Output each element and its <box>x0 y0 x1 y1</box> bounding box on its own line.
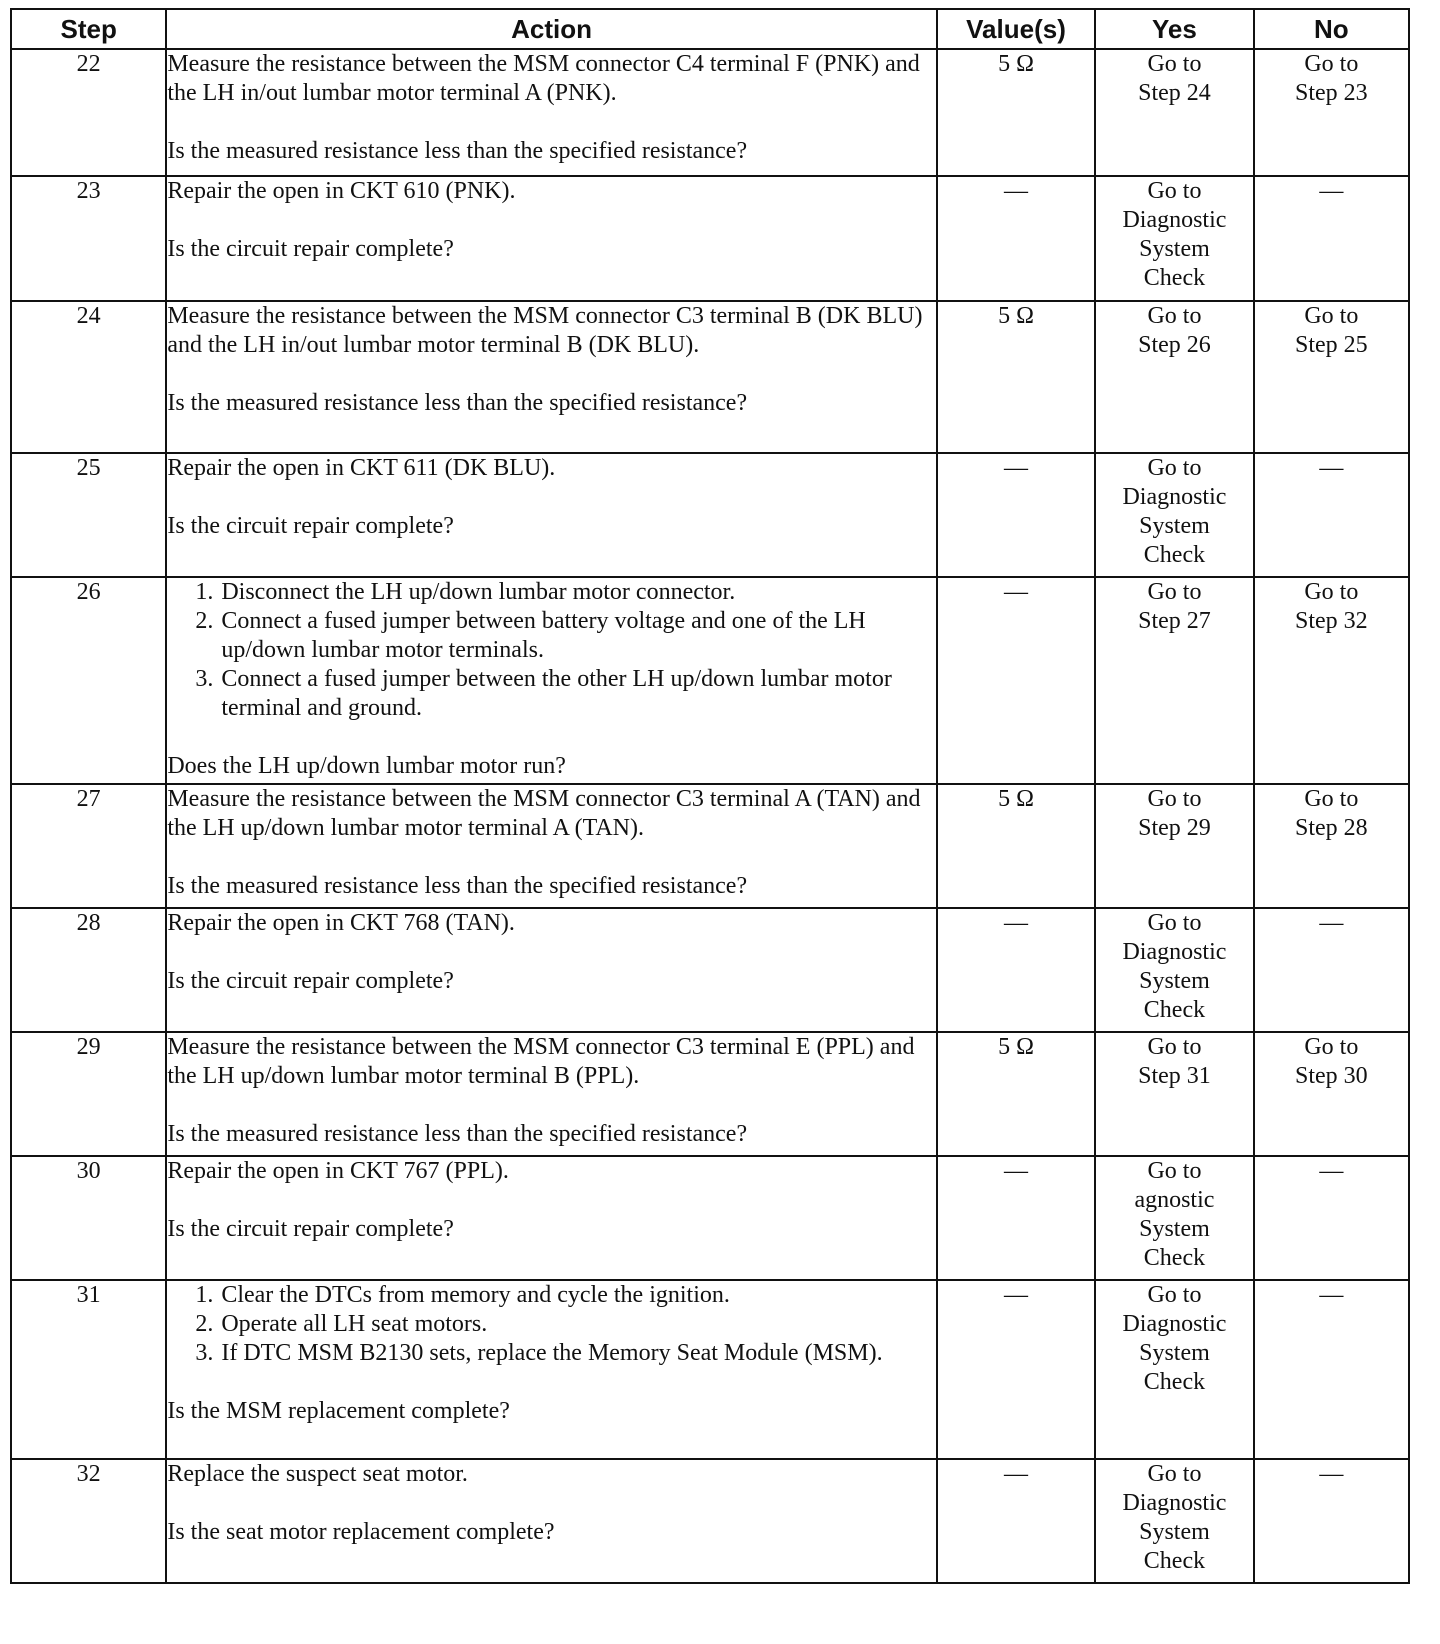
step-number: 29 <box>11 1032 166 1156</box>
yes-outcome-cell <box>1095 1280 1253 1459</box>
yes-outcome-line: Go to <box>1147 178 1202 204</box>
yes-outcome-line: agnostic <box>1134 1187 1215 1213</box>
yes-outcome-line: Go to <box>1147 51 1202 77</box>
table-row <box>11 453 1409 577</box>
yes-outcome-line: System <box>1139 1216 1210 1242</box>
yes-outcome-line: Diagnostic <box>1122 207 1227 233</box>
action-instruction: Replace the suspect seat motor. <box>167 1461 468 1487</box>
table-row <box>11 577 1409 784</box>
yes-outcome-cell <box>1095 453 1253 577</box>
value-cell: 5 Ω <box>937 1032 1095 1156</box>
table-body <box>11 49 1409 1583</box>
yes-outcome-line: Check <box>1143 1245 1206 1271</box>
yes-outcome-line: System <box>1139 968 1210 994</box>
action-question: Is the circuit repair complete? <box>167 968 454 994</box>
action-instruction: Repair the open in CKT 610 (PNK). <box>167 178 516 204</box>
action-question: Is the measured resistance less than the specified resistance? <box>167 390 748 416</box>
action-question: Is the circuit repair complete? <box>167 236 454 262</box>
action-question: Is the circuit repair complete? <box>167 1216 454 1242</box>
yes-outcome-line: Diagnostic <box>1122 484 1227 510</box>
header-values: Value(s) <box>937 9 1095 49</box>
table-row <box>11 1156 1409 1280</box>
value-cell: — <box>937 453 1095 577</box>
no-outcome-line: — <box>1319 1282 1344 1308</box>
action-cell <box>166 577 936 784</box>
action-cell <box>166 176 936 301</box>
action-question: Is the measured resistance less than the specified resistance? <box>167 138 748 164</box>
action-cell <box>166 49 936 176</box>
no-outcome-line: — <box>1319 1158 1344 1184</box>
step-number: 28 <box>11 908 166 1032</box>
no-outcome-line: — <box>1319 178 1344 204</box>
spacer <box>167 360 935 389</box>
yes-outcome-cell <box>1095 1032 1253 1156</box>
table-row <box>11 1280 1409 1459</box>
yes-outcome-cell <box>1095 301 1253 453</box>
action-cell <box>166 1156 936 1280</box>
action-cell <box>166 1459 936 1583</box>
header-yes: Yes <box>1095 9 1253 49</box>
table-row <box>11 49 1409 176</box>
step-number: 30 <box>11 1156 166 1280</box>
step-number: 25 <box>11 453 166 577</box>
action-instruction: Measure the resistance between the MSM connector C3 terminal E (PPL) and the LH up/down lumbar motor terminal B (PPL). <box>167 1034 915 1089</box>
spacer <box>167 1091 935 1120</box>
table-row <box>11 301 1409 453</box>
yes-outcome-cell <box>1095 784 1253 908</box>
spacer <box>167 1186 935 1215</box>
yes-outcome-cell <box>1095 577 1253 784</box>
spacer <box>167 938 935 967</box>
diagnostic-table <box>10 8 1410 1584</box>
no-outcome-line: — <box>1319 455 1344 481</box>
yes-outcome-line: Go to <box>1147 786 1202 812</box>
no-outcome-cell <box>1254 1459 1409 1583</box>
step-number: 24 <box>11 301 166 453</box>
spacer <box>167 108 935 137</box>
step-number: 23 <box>11 176 166 301</box>
yes-outcome-line: System <box>1139 513 1210 539</box>
no-outcome-line: Go to <box>1304 786 1359 812</box>
action-step-item: 1. Clear the DTCs from memory and cycle the ignition. <box>219 1281 935 1310</box>
no-outcome-line: Go to <box>1304 51 1359 77</box>
yes-outcome-line: Go to <box>1147 1461 1202 1487</box>
yes-outcome-line: System <box>1139 236 1210 262</box>
no-outcome-cell <box>1254 453 1409 577</box>
yes-outcome-line: Diagnostic <box>1122 1311 1227 1337</box>
spacer <box>167 1368 935 1397</box>
yes-outcome-line: Step 26 <box>1138 332 1211 358</box>
value-cell: — <box>937 1280 1095 1459</box>
action-cell <box>166 908 936 1032</box>
action-steps-list <box>167 1281 935 1368</box>
spacer <box>167 1489 935 1518</box>
header-no: No <box>1254 9 1409 49</box>
no-outcome-cell <box>1254 176 1409 301</box>
spacer <box>167 483 935 512</box>
value-cell: 5 Ω <box>937 49 1095 176</box>
value-cell: — <box>937 1156 1095 1280</box>
step-number: 22 <box>11 49 166 176</box>
yes-outcome-line: Step 24 <box>1138 80 1211 106</box>
yes-outcome-line: Go to <box>1147 910 1202 936</box>
yes-outcome-cell <box>1095 49 1253 176</box>
no-outcome-cell <box>1254 1280 1409 1459</box>
yes-outcome-line: Go to <box>1147 1158 1202 1184</box>
table-row <box>11 1459 1409 1583</box>
step-number: 31 <box>11 1280 166 1459</box>
step-number: 27 <box>11 784 166 908</box>
no-outcome-line: Step 30 <box>1294 1063 1368 1089</box>
action-steps-list <box>167 578 935 723</box>
action-instruction: Measure the resistance between the MSM connector C3 terminal B (DK BLU) and the LH in/out lumbar motor terminal B (DK BLU). <box>167 303 923 358</box>
yes-outcome-line: Check <box>1143 1548 1206 1574</box>
no-outcome-line: Step 28 <box>1294 815 1368 841</box>
action-question: Is the circuit repair complete? <box>167 513 454 539</box>
no-outcome-line: — <box>1319 1461 1344 1487</box>
yes-outcome-line: Go to <box>1147 1034 1202 1060</box>
yes-outcome-line: Check <box>1143 1369 1206 1395</box>
value-cell: — <box>937 577 1095 784</box>
value-cell: — <box>937 176 1095 301</box>
yes-outcome-cell <box>1095 908 1253 1032</box>
step-number: 32 <box>11 1459 166 1583</box>
no-outcome-line: — <box>1319 910 1344 936</box>
action-question: Is the measured resistance less than the specified resistance? <box>167 873 748 899</box>
table-row <box>11 908 1409 1032</box>
yes-outcome-line: Go to <box>1147 1282 1202 1308</box>
header-step: Step <box>11 9 166 49</box>
action-step-item: 2. Connect a fused jumper between battery voltage and one of the LH up/down lumbar motor terminals. <box>219 607 935 665</box>
yes-outcome-line: Check <box>1143 997 1206 1023</box>
yes-outcome-line: Step 31 <box>1138 1063 1211 1089</box>
no-outcome-line: Go to <box>1304 1034 1359 1060</box>
action-cell <box>166 784 936 908</box>
yes-outcome-cell <box>1095 176 1253 301</box>
action-cell <box>166 453 936 577</box>
spacer <box>167 723 935 752</box>
yes-outcome-line: Step 29 <box>1138 815 1211 841</box>
yes-outcome-line: Check <box>1143 265 1206 291</box>
table-row <box>11 1032 1409 1156</box>
no-outcome-line: Step 25 <box>1294 332 1368 358</box>
action-cell <box>166 1280 936 1459</box>
action-step-item: 3. If DTC MSM B2130 sets, replace the Memory Seat Module (MSM). <box>219 1339 935 1368</box>
diagnostic-table-page <box>10 8 1410 1584</box>
value-cell: — <box>937 1459 1095 1583</box>
yes-outcome-cell <box>1095 1459 1253 1583</box>
yes-outcome-line: Diagnostic <box>1122 1490 1227 1516</box>
no-outcome-cell <box>1254 1032 1409 1156</box>
no-outcome-cell <box>1254 908 1409 1032</box>
action-cell <box>166 301 936 453</box>
action-question: Does the LH up/down lumbar motor run? <box>167 753 566 779</box>
step-number: 26 <box>11 577 166 784</box>
value-cell: 5 Ω <box>937 301 1095 453</box>
no-outcome-cell <box>1254 1156 1409 1280</box>
action-question: Is the MSM replacement complete? <box>167 1398 510 1424</box>
no-outcome-cell <box>1254 301 1409 453</box>
yes-outcome-line: Check <box>1143 542 1206 568</box>
action-step-item: 3. Connect a fused jumper between the other LH up/down lumbar motor terminal and ground. <box>219 665 935 723</box>
value-cell: 5 Ω <box>937 784 1095 908</box>
action-instruction: Repair the open in CKT 767 (PPL). <box>167 1158 509 1184</box>
table-row <box>11 176 1409 301</box>
value-cell: — <box>937 908 1095 1032</box>
action-question: Is the measured resistance less than the specified resistance? <box>167 1121 748 1147</box>
action-instruction: Repair the open in CKT 768 (TAN). <box>167 910 515 936</box>
action-instruction: Repair the open in CKT 611 (DK BLU). <box>167 455 556 481</box>
table-header-row <box>11 9 1409 49</box>
table-row <box>11 784 1409 908</box>
no-outcome-line: Step 32 <box>1294 608 1368 634</box>
yes-outcome-line: System <box>1139 1340 1210 1366</box>
action-instruction: Measure the resistance between the MSM connector C4 terminal F (PNK) and the LH in/out lumbar motor terminal A (PNK). <box>167 51 920 106</box>
no-outcome-cell <box>1254 784 1409 908</box>
action-cell <box>166 1032 936 1156</box>
yes-outcome-line: Go to <box>1147 303 1202 329</box>
spacer <box>167 843 935 872</box>
yes-outcome-line: Diagnostic <box>1122 939 1227 965</box>
no-outcome-cell <box>1254 577 1409 784</box>
action-step-item: 1. Disconnect the LH up/down lumbar motor connector. <box>219 578 935 607</box>
header-action: Action <box>166 9 936 49</box>
spacer <box>167 206 935 235</box>
no-outcome-cell <box>1254 49 1409 176</box>
yes-outcome-line: Step 27 <box>1138 608 1211 634</box>
no-outcome-line: Go to <box>1304 303 1359 329</box>
action-instruction: Measure the resistance between the MSM connector C3 terminal A (TAN) and the LH up/down lumbar motor terminal A (TAN). <box>167 786 921 841</box>
yes-outcome-line: Go to <box>1147 455 1202 481</box>
no-outcome-line: Go to <box>1304 579 1359 605</box>
no-outcome-line: Step 23 <box>1294 80 1368 106</box>
yes-outcome-line: System <box>1139 1519 1210 1545</box>
action-step-item: 2. Operate all LH seat motors. <box>219 1310 935 1339</box>
yes-outcome-line: Go to <box>1147 579 1202 605</box>
yes-outcome-cell <box>1095 1156 1253 1280</box>
action-question: Is the seat motor replacement complete? <box>167 1519 555 1545</box>
